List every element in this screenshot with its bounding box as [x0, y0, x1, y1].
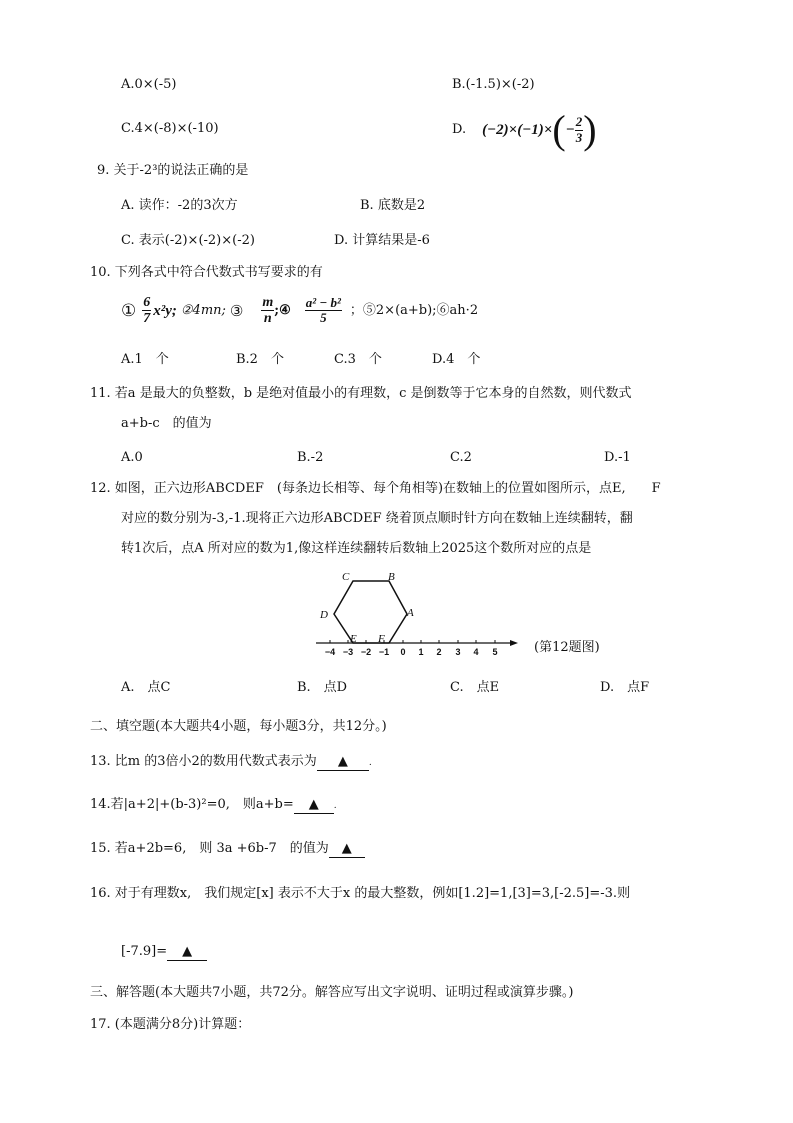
hexagon — [334, 581, 407, 643]
arrow-right-icon — [510, 640, 518, 646]
q9-option-c: C. 表示(-2)×(-2)×(-2) — [121, 233, 255, 248]
q15 — [90, 841, 365, 858]
q12-figure-caption: (第12题图) — [534, 640, 600, 655]
section2-title: 二、填空题(本大题共4小题，每小题3分，共12分。) — [90, 719, 387, 734]
q10-expr-3-tail: ;④ — [274, 303, 291, 319]
left-paren: ( — [552, 107, 566, 152]
fraction-numerator: a² − b² — [305, 295, 341, 311]
q10-expr-2: ②4mn; — [180, 303, 226, 319]
q8-option-d-label: D. — [452, 122, 467, 138]
q10-expr-4-fraction — [305, 296, 342, 326]
tick-label: 1 — [418, 647, 424, 657]
fraction-denominator: 7 — [143, 311, 151, 327]
q9-option-a: A. 读作：-2的3次方 — [121, 198, 238, 213]
tick-label: −1 — [378, 647, 390, 657]
q10-marker-1: ① — [121, 300, 137, 321]
fraction-denominator: 3 — [575, 129, 583, 145]
q13-text: 13. 比m 的3倍小2的数用代数式表示为 — [90, 754, 317, 769]
fraction-denominator: 5 — [320, 310, 327, 326]
q14-text: 14.若|a+2|+(b-3)²=0, 则a+b= — [90, 797, 294, 812]
vertex-label-f: F — [378, 633, 385, 645]
answer-blank[interactable]: ▲ — [294, 797, 334, 814]
q15-text: 15. 若a+2b=6, 则 3a +6b-7 的值为 — [90, 841, 329, 856]
q10-expr-1-tail: x²y; — [153, 302, 177, 319]
fraction-numerator: 6 — [143, 295, 151, 310]
tick-label: −4 — [324, 647, 336, 657]
q13-tail: . — [368, 758, 372, 768]
tick-label: 4 — [473, 647, 479, 657]
tick-label: 5 — [492, 647, 498, 657]
q10-option-c: C.3 个 — [334, 352, 382, 367]
q16-line2-text: [-7.9]= — [121, 944, 168, 959]
q8-option-b: B.(-1.5)×(-2) — [452, 77, 535, 92]
right-paren: ) — [583, 107, 597, 152]
answer-blank[interactable]: ▲ — [317, 754, 369, 771]
q11-option-d: D.-1 — [604, 450, 631, 465]
tick-label: 0 — [400, 647, 406, 657]
q17-text: 17. (本题满分8分)计算题： — [90, 1017, 251, 1032]
q10-expr-3-fraction — [261, 295, 274, 327]
vertex-label-d: D — [320, 609, 328, 621]
fraction-numerator: 2 — [575, 114, 583, 130]
q12-figure — [310, 568, 530, 660]
q11-option-a: A.0 — [121, 450, 143, 465]
vertex-label-b: B — [388, 571, 395, 583]
vertex-label-a: A — [407, 607, 414, 619]
q13 — [90, 754, 372, 771]
q12-stem-line1: 12. 如图，正六边形ABCDEF (每条边长相等、每个角相等)在数轴上的位置如图所示，点E, F — [90, 481, 661, 496]
q12-stem-line2: 对应的数分别为-3,-1.现将正六边形ABCDEF 绕着顶点顺时针方向在数轴上连续翻转，翻 — [121, 511, 633, 526]
tick-label: 2 — [436, 647, 442, 657]
q9-stem: 9. 关于-2³的说法正确的是 — [97, 163, 249, 178]
fraction-denominator: n — [263, 311, 272, 327]
q12-stem-line3: 转1次后，点A 所对应的数为1,像这样连续翻转后数轴上2025这个数所对应的点是 — [121, 541, 592, 556]
q11-stem-line1: 11. 若a 是最大的负整数，b 是绝对值最小的有理数，c 是倒数等于它本身的自然数，则代数式 — [90, 386, 632, 401]
q12-option-b: B. 点D — [297, 680, 348, 695]
q10-option-a: A.1 个 — [121, 352, 169, 367]
q9-option-b: B. 底数是2 — [360, 198, 426, 213]
q14-tail: . — [333, 801, 337, 811]
q12-option-d: D. 点F — [600, 680, 650, 695]
tick-label: −3 — [342, 647, 354, 657]
q8-option-a: A.0×(-5) — [121, 77, 177, 92]
q14 — [90, 797, 337, 814]
vertex-label-c: C — [342, 571, 350, 583]
answer-blank[interactable]: ▲ — [329, 841, 365, 858]
vertex-label-e: E — [350, 633, 357, 645]
q11-option-b: B.-2 — [297, 450, 324, 465]
q16-text: 16. 对于有理数x, 我们规定[x] 表示不大于x 的最大整数，例如[1.2]=1,[3]=3,[-2.5]=-3.则 — [90, 886, 631, 901]
fraction-numerator: m — [262, 295, 274, 310]
q8-option-d-expr: (−2)×(−1)× — [482, 122, 553, 138]
q16-line2 — [121, 944, 207, 961]
q11-option-c: C.2 — [450, 450, 472, 465]
q12-option-c: C. 点E — [450, 680, 500, 695]
q10-option-d: D.4 个 — [432, 352, 481, 367]
q10-expressions — [121, 295, 478, 327]
q10-expr-rest: ；⑤2×(a+b);⑥ah·2 — [349, 303, 479, 319]
q8-option-d-sign: − — [565, 122, 575, 138]
section3-title: 三、解答题(本大题共7小题，共72分。解答应写出文字说明、证明过程或演算步骤。) — [90, 985, 574, 1000]
q12-option-a: A. 点C — [121, 680, 171, 695]
q10-marker-3: ③ — [229, 301, 244, 320]
q10-option-b: B.2 个 — [236, 352, 284, 367]
q10-stem: 10. 下列各式中符合代数式书写要求的有 — [90, 265, 323, 280]
q8-option-d — [452, 107, 597, 152]
tick-label: −2 — [360, 647, 372, 657]
answer-blank[interactable]: ▲ — [167, 944, 207, 961]
q8-option-d-fraction — [575, 115, 584, 145]
q8-option-c: C.4×(-8)×(-10) — [121, 121, 219, 136]
q9-option-d: D. 计算结果是-6 — [334, 233, 430, 248]
q10-expr-1-fraction — [142, 295, 151, 327]
tick-label: 3 — [455, 647, 461, 657]
q11-stem-line2: a+b-c 的值为 — [121, 416, 212, 431]
